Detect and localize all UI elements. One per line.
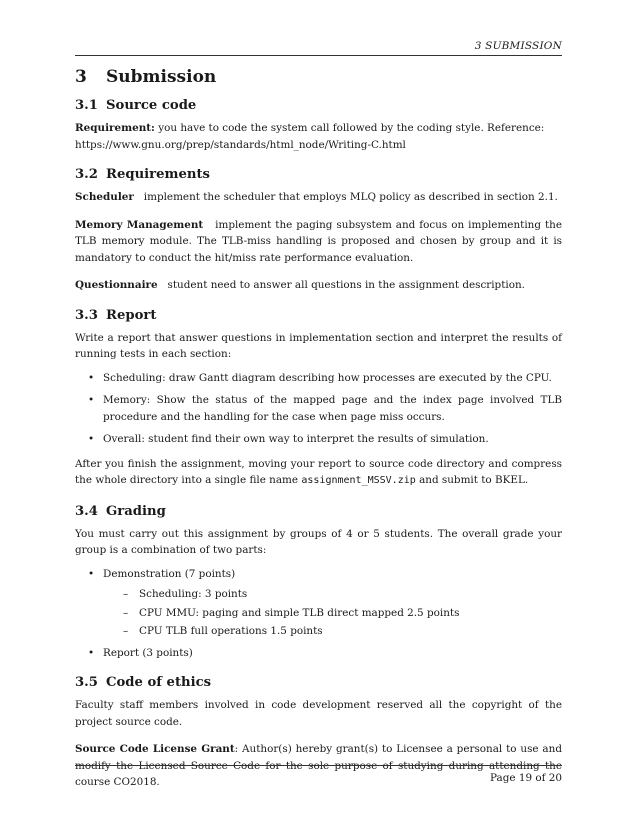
subsection-heading-source-code: 3.1 Source code (75, 98, 197, 113)
section-number: 3 (75, 67, 87, 87)
list-item: – CPU TLB full operations 1.5 points (113, 623, 562, 640)
submission-filename: assignment_MSSV.zip (301, 475, 416, 486)
scheduler-requirement: Scheduler implement the scheduler that employs MLQ policy as described in section 2.1. (75, 191, 558, 203)
coding-style-link[interactable]: https://www.gnu.org/prep/standards/html_node/Writing-C.html (75, 138, 406, 151)
section-title: Submission (106, 67, 217, 87)
demonstration-label: Demonstration (7 points) (103, 567, 236, 580)
footer-divider (75, 765, 562, 766)
list-item: • Scheduling: draw Gantt diagram describing how processes are executed by the CPU. (79, 370, 562, 387)
questionnaire-requirement: Questionnaire student need to answer all questions in the assignment description. (75, 279, 525, 291)
page-number: Page 19 of 20 (490, 772, 562, 784)
subsection-heading-code-of-ethics: 3.5 Code of ethics (75, 675, 212, 690)
demonstration-sublist (103, 586, 562, 640)
main-content (75, 64, 562, 791)
list-item: – Scheduling: 3 points (113, 586, 562, 603)
ethics-intro: Faculty staff members involved in code development reserved all the copyright of the project source code. (75, 699, 562, 728)
subsection-heading-grading: 3.4 Grading (75, 503, 166, 519)
list-item: • Memory: Show the status of the mapped page and the index page involved TLB procedure and the handling for the case when page miss occurs. (79, 392, 562, 425)
grading-list (75, 566, 562, 662)
section-heading (75, 64, 562, 90)
report-bullet-list (75, 370, 562, 448)
submission-instructions: After you finish the assignment, moving your report to source code directory and compress the whole directory into a single file name assignment_MSSV.zip and submit to BKEL. (75, 457, 562, 486)
memory-requirement: Memory Management implement the paging subsystem and focus on implementing the TLB memory module. The TLB-miss handling is proposed and chosen by group and it is mandatory to conduct the hit/miss rate performance evaluation. (75, 218, 562, 264)
list-item: – CPU MMU: paging and simple TLB direct mapped 2.5 points (113, 605, 562, 622)
source-code-requirement (75, 120, 562, 153)
license-grant: Source Code License Grant: Author(s) hereby grant(s) to Licensee a personal to use and modify the Licensed Source Code for the sole purpose of studying during attending the course CO2018. (75, 743, 562, 788)
scheduler-label: Scheduler (75, 191, 134, 203)
subsection-heading-report: 3.3 Report (75, 307, 157, 323)
list-item: • Overall: student find their own way to interpret the results of simulation. (79, 431, 562, 448)
subsection-heading-requirements: 3.2 Requirements (75, 167, 210, 182)
grading-intro: You must carry out this assignment by groups of 4 or 5 students. The overall grade your group is a combination of two parts: (75, 527, 562, 556)
running-header: 3 SUBMISSION (474, 40, 562, 52)
license-label: Source Code License Grant (75, 743, 235, 755)
requirement-text: you have to code the system call followed by the coding style. Reference: (158, 122, 545, 134)
list-item (79, 566, 562, 640)
requirement-label: Requirement: (75, 122, 155, 134)
header-divider (75, 55, 562, 56)
questionnaire-label: Questionnaire (75, 279, 158, 291)
report-intro: Write a report that answer questions in implementation section and interpret the results of running tests in each section: (75, 331, 562, 360)
memory-label: Memory Management (75, 218, 204, 231)
list-item: • Report (3 points) (79, 645, 562, 662)
